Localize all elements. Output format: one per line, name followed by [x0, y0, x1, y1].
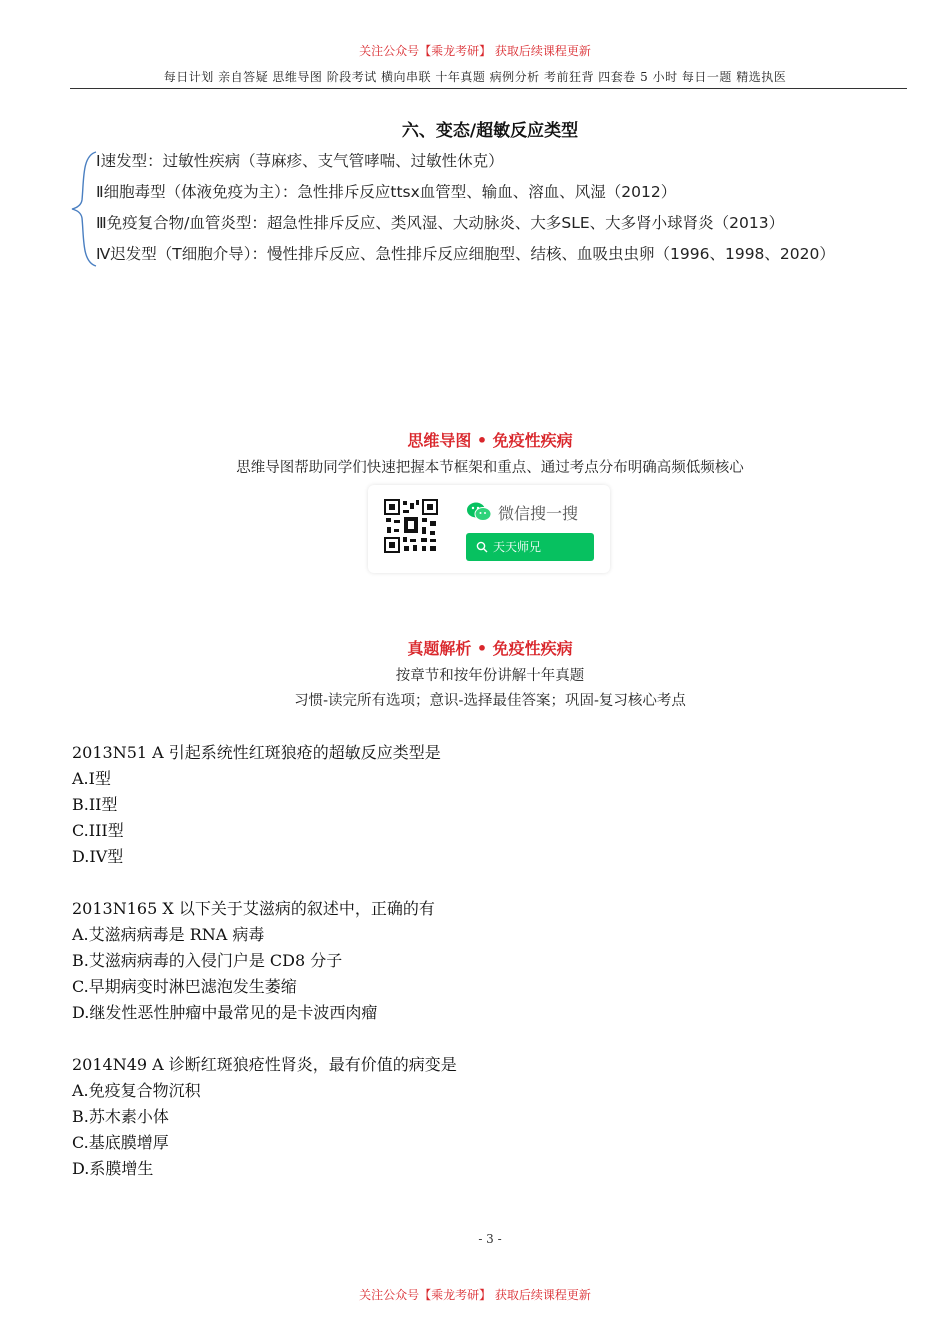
section-title: 六、变态/超敏反应类型	[401, 121, 579, 141]
question-stem: 2013N51 A 引起系统性红斑狼疮的超敏反应类型是	[72, 743, 441, 762]
wechat-search-card[interactable]	[368, 485, 610, 573]
question-stem: 2014N49 A 诊断红斑狼疮性肾炎，最有价值的病变是	[72, 1055, 457, 1074]
type-ii: Ⅱ细胞毒型（体液免疫为主）：急性排斥反应ttsx血管型、输血、溶血、风湿（2012）	[96, 183, 677, 201]
mindmap-subtitle: 思维导图帮助同学们快速把握本节框架和重点、通过考点分布明确高频低频核心	[236, 460, 744, 476]
type-i: Ⅰ速发型：过敏性疾病（荨麻疹、支气管哮喘、过敏性休克）	[96, 152, 504, 170]
question-1	[72, 740, 892, 870]
mindmap-title: 思维导图 • 免疫性疾病	[407, 431, 573, 450]
option-b: B.II型	[72, 795, 118, 814]
option-d: D.继发性恶性肿瘤中最常见的是卡波西肉瘤	[72, 1003, 378, 1022]
header-divider	[70, 88, 907, 89]
question-3	[72, 1052, 892, 1182]
page-number: - 3 -	[478, 1232, 502, 1246]
bottom-notice: 关注公众号【乘龙考研】 获取后续课程更新	[359, 1288, 591, 1302]
hypersensitivity-types-list	[96, 146, 926, 270]
wechat-search-button[interactable]	[466, 533, 594, 561]
wechat-search-label: 微信搜一搜	[498, 504, 579, 523]
type-iii: Ⅲ免疫复合物/血管炎型：超急性排斥反应、类风湿、大动脉炎、大多SLE、大多肾小球肾炎（2013）	[96, 214, 785, 232]
question-stem: 2013N165 X 以下关于艾滋病的叙述中，正确的有	[72, 899, 435, 918]
type-iv: Ⅳ迟发型（T细胞介导）：慢性排斥反应、急性排斥反应细胞型、结核、血吸虫虫卵（1996、1998、2020）	[96, 245, 835, 263]
exam-title: 真题解析 • 免疫性疾病	[407, 639, 573, 658]
wechat-icon	[466, 501, 492, 523]
option-b: B.苏木素小体	[72, 1107, 169, 1126]
exam-subtitle-1: 按章节和按年份讲解十年真题	[395, 668, 585, 684]
option-d: D.IV型	[72, 847, 124, 866]
search-icon	[476, 541, 488, 553]
question-2	[72, 896, 892, 1026]
exam-subtitle-2: 习惯-读完所有选项；意识-选择最佳答案；巩固-复习核心考点	[294, 693, 686, 709]
option-c: C.基底膜增厚	[72, 1133, 169, 1152]
option-c: C.早期病变时淋巴滤泡发生萎缩	[72, 977, 297, 996]
top-nav-features: 每日计划 亲自答疑 思维导图 阶段考试 横向串联 十年真题 病例分析 考前狂背 四套卷 5 小时 每日一题 精选执医	[163, 70, 787, 84]
option-a: A.艾滋病病毒是 RNA 病毒	[72, 925, 265, 944]
top-notice: 关注公众号【乘龙考研】 获取后续课程更新	[359, 44, 591, 58]
option-a: A.免疫复合物沉积	[72, 1081, 201, 1100]
option-c: C.III型	[72, 821, 124, 840]
option-b: B.艾滋病病毒的入侵门户是 CD8 分子	[72, 951, 343, 970]
option-d: D.系膜增生	[72, 1159, 154, 1178]
option-a: A.I型	[72, 769, 111, 788]
qr-code-icon	[384, 499, 438, 553]
search-account-name: 天天师兄	[493, 540, 542, 554]
